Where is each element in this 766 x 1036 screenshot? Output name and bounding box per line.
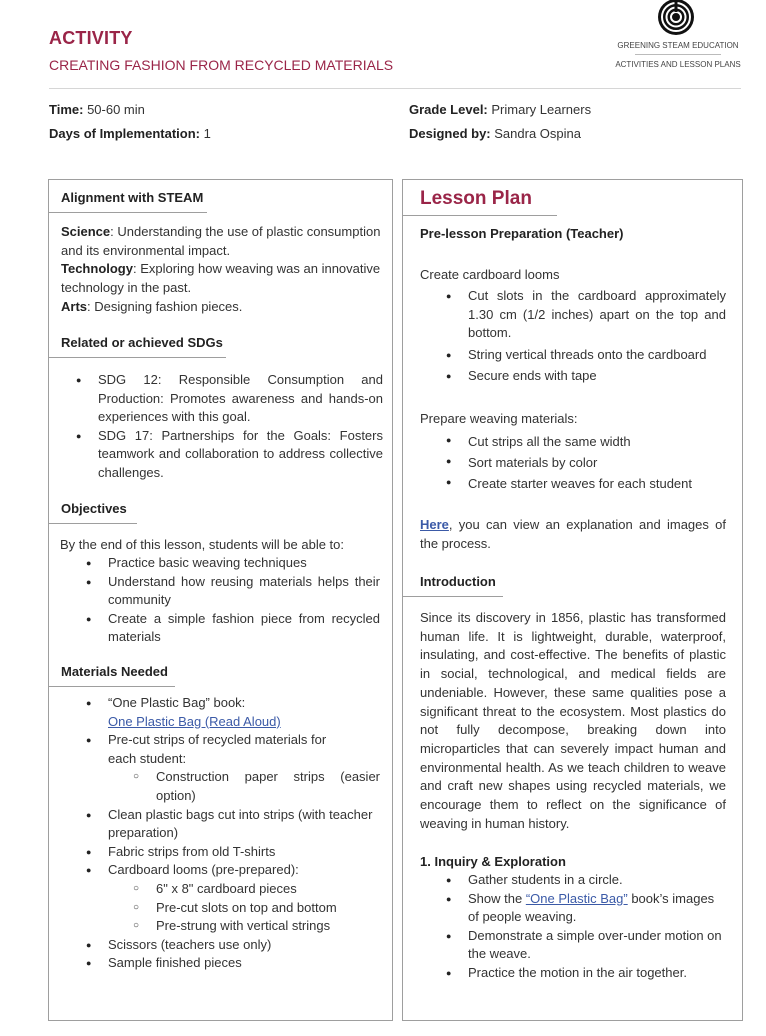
days-label: Days of Implementation: (49, 126, 200, 141)
list-item: ● Cut slots in the cardboard approximately 1.30 cm (1/2 inches) apart on the top and bottom. (468, 287, 726, 343)
list-item: ● Practice the motion in the air together. (468, 964, 726, 983)
objectives-list (108, 554, 380, 647)
designer-label: Designed by: (409, 126, 491, 141)
materials-heading: Materials Needed (49, 664, 175, 687)
list-item: ● Create starter weaves for each student (468, 473, 726, 494)
grade-label: Grade Level: (409, 102, 488, 117)
science-text: : Understanding the use of plastic consumption and its environmental impact. (61, 224, 381, 258)
introduction-text: Since its discovery in 1856, plastic has transformed human life. It is lightweight, durable, waterproof, insulating, and cost-effective. The benefits of plastic in social, technological, and medical fields are undeniable. However, these same qualities pose a significant threat to the ecosystem. Most plastics do not fully decompose, breaking down into microparticles that can severely impact human and environmental health. As we teach children to weave and craft new shapes using recycled materials, we encourage them to reflect on the significance of weaving in human history. (420, 610, 726, 831)
one-plastic-bag-link[interactable]: “One Plastic Bag” (525, 890, 628, 906)
list-item: ● Secure ends with tape (468, 367, 726, 386)
weaving-intro: Prepare weaving materials: (420, 411, 578, 426)
introduction-heading: Introduction (403, 574, 503, 597)
list-item: ● Scissors (teachers use only) (108, 936, 380, 955)
list-item: ● String vertical threads onto the cardboard (468, 346, 726, 365)
alignment-text (61, 223, 383, 317)
list-item: ● Cardboard looms (pre-prepared): (108, 861, 380, 880)
inquiry-list (468, 871, 726, 983)
time-label: Time: (49, 102, 84, 117)
list-item: ● Pre-cut strips of recycled materials for each student: (108, 731, 338, 768)
list-item: ● Fabric strips from old T-shirts (108, 843, 380, 862)
science-label: Science (61, 224, 111, 239)
weaving-list (468, 431, 726, 494)
here-paragraph (420, 516, 726, 553)
book-label: “One Plastic Bag” book: (108, 695, 246, 710)
materials-list (108, 694, 380, 973)
activity-subtitle: CREATING FASHION FROM RECYCLED MATERIALS (49, 57, 394, 73)
concentric-circles-logo-icon (655, 0, 697, 38)
org-divider (635, 54, 721, 55)
days-value: 1 (203, 126, 211, 141)
list-item: ● Cut strips all the same width (468, 431, 726, 452)
days-meta (49, 126, 211, 141)
list-item (468, 890, 726, 927)
sub-list-item: ○ Pre-strung with vertical strings (156, 917, 380, 936)
time-meta (49, 102, 145, 117)
inquiry-heading: 1. Inquiry & Exploration (420, 854, 566, 869)
objectives-intro: By the end of this lesson, students will be able to: (60, 537, 345, 552)
activity-title: ACTIVITY (49, 28, 133, 48)
sdgs-heading: Related or achieved SDGs (49, 335, 226, 358)
looms-list (468, 287, 726, 386)
objectives-heading: Objectives (49, 501, 137, 524)
technology-text: : Exploring how weaving was an innovative technology in the past. (61, 261, 381, 296)
looms-intro: Create cardboard looms (420, 267, 560, 282)
list-item: ● Demonstrate a simple over-under motion on the weave. (468, 927, 726, 964)
list-item: ● Create a simple fashion piece from recycled materials (108, 610, 380, 647)
list-item: ● Sample finished pieces (108, 954, 380, 973)
header-divider (49, 88, 741, 89)
one-plastic-bag-read-aloud-link[interactable]: One Plastic Bag (Read Aloud) (108, 713, 281, 729)
designer-meta (409, 126, 581, 141)
list-item (108, 880, 380, 936)
grade-meta (409, 102, 591, 117)
org-tagline: ACTIVITIES AND LESSON PLANS (615, 60, 741, 69)
arts-label: Arts (61, 298, 88, 314)
time-value: 50-60 min (87, 102, 145, 117)
show-text-post: book’s images of people weaving. (468, 890, 715, 925)
list-item: ● Clean plastic bags cut into strips (with teacher preparation) (108, 806, 380, 843)
list-item: ● SDG 17: Partnerships for the Goals: Fosters teamwork and collaboration to address collective challenges. (98, 427, 383, 483)
lesson-plan-title-underline (403, 215, 557, 216)
arts-text: : Designing fashion pieces. (87, 298, 243, 314)
org-name: GREENING STEAM EDUCATION (617, 41, 739, 50)
list-item (108, 768, 380, 805)
grade-value: Primary Learners (491, 102, 592, 117)
alignment-heading: Alignment with STEAM (49, 190, 207, 213)
here-link[interactable]: Here (420, 517, 449, 532)
list-item: ● Gather students in a circle. (468, 871, 726, 890)
show-text-pre: Show the (468, 890, 526, 906)
list-item: ● Understand how reusing materials helps their community (108, 573, 380, 610)
designer-value: Sandra Ospina (494, 126, 581, 141)
lesson-plan-title: Lesson Plan (420, 188, 532, 209)
technology-label: Technology (61, 261, 133, 277)
sub-list-item: ○ Pre-cut slots on top and bottom (156, 899, 380, 918)
prep-heading: Pre-lesson Preparation (Teacher) (420, 226, 624, 241)
list-item: ● Sort materials by color (468, 452, 726, 473)
list-item: ● SDG 12: Responsible Consumption and Production: Promotes awareness and hands-on experiences with this goal. (98, 371, 383, 427)
sdgs-list (98, 371, 383, 483)
here-text: , you can view an explanation and images of the process. (420, 517, 726, 551)
list-item (108, 694, 380, 731)
sub-list-item: ○ Construction paper strips (easier option) (156, 768, 380, 805)
sub-list-item: ○ 6" x 8" cardboard pieces (156, 880, 380, 899)
list-item: ● Practice basic weaving techniques (108, 554, 380, 573)
